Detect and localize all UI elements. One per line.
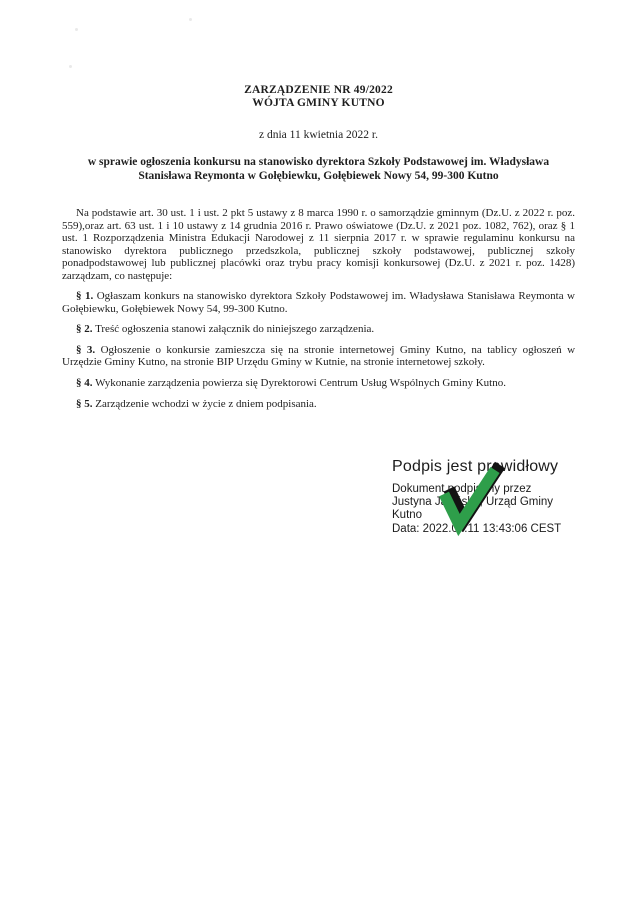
title-line-number: ZARZĄDZENIE NR 49/2022 [244, 84, 393, 96]
section-paragraph-1 [62, 290, 575, 315]
section-text: Treść ogłoszenia stanowi załącznik do niniejszego zarządzenia. [95, 323, 375, 336]
scan-speck [75, 28, 78, 31]
section-number: § 5. [76, 397, 93, 410]
document-date: z dnia 11 kwietnia 2022 r. [258, 129, 379, 141]
section-text: Wykonanie zarządzenia powierza się Dyrektorowi Centrum Usług Wspólnych Gminy Kutno. [95, 376, 506, 389]
section-paragraph-2 [62, 323, 575, 336]
section-paragraph-4 [62, 377, 575, 390]
document-subject: w sprawie ogłoszenia konkursu na stanowisko dyrektora Szkoły Podstawowej im. Władysława Stanisława Reymonta w Gołębiewku, Gołębiewek Nowy 54, 99-300 Kutno [87, 156, 550, 182]
signature-details [392, 483, 622, 536]
section-text: Ogłoszenie o konkursie zamieszcza się na stronie internetowej Gminy Kutno, na tablicy ogłoszeń w Urzędzie Gminy Kutno, na stronie BIP Urzędu Gminy w Kutnie, na stronie internetowej szkoły. [62, 343, 576, 369]
document-title [62, 84, 575, 110]
section-paragraph-3 [62, 344, 575, 369]
signature-detail-line: Dokument podpisany przez [392, 483, 532, 495]
title-line-authority: WÓJTA GMINY KUTNO [252, 97, 385, 109]
section-number: § 2. [76, 323, 93, 336]
legal-basis-paragraph: Na podstawie art. 30 ust. 1 i ust. 2 pkt 5 ustawy z 8 marca 1990 r. o samorządzie gminnym (Dz.U. z 2022 r. poz. 559),oraz art. 63 ust. 1 i 10 ustawy z 14 grudnia 2016 r. Prawo oświatowe (Dz.U. z 2021 poz. 1082, 762), oraz § 1 ust. 1 Rozporządzenia Ministra Edukacji Narodowej z 11 sierpnia 2017 r. w sprawie regulaminu konkursu na stanowisko dyrektora publicznego przedszkola, publicznej szkoły podstawowej, publicznej szkoły ponadpodstawowej lub publicznej placówki oraz trybu pracy komisji konkursowej (Dz.U. z 2021 r. poz. 1428) zarządzam, co następuje: [62, 207, 575, 282]
digital-signature-stamp [392, 458, 622, 536]
signature-detail-line: Justyna Jasińska, Urząd Gminy [392, 496, 554, 509]
scan-speck [189, 18, 192, 21]
section-text: Zarządzenie wchodzi w życie z dniem podpisania. [95, 397, 317, 410]
signature-detail-line: Data: 2022.04.11 13:43:06 CEST [392, 522, 562, 535]
section-number: § 3. [76, 343, 96, 356]
signature-status-text: Podpis jest prawidłowy [392, 458, 559, 475]
section-paragraph-5 [62, 398, 575, 411]
check-mark [444, 470, 495, 525]
section-number: § 4. [76, 376, 93, 389]
section-text: Ogłaszam konkurs na stanowisko dyrektora Szkoły Podstawowej im. Władysława Stanisława Reymonta w Gołębiewku, Gołębiewek Nowy 54, 99-300 Kutno. [62, 290, 576, 315]
signature-detail-line: Kutno [392, 509, 423, 522]
document-body [62, 84, 575, 410]
scan-speck [69, 65, 72, 68]
signature-valid-check-icon [437, 461, 501, 537]
section-number: § 1. [76, 290, 94, 302]
